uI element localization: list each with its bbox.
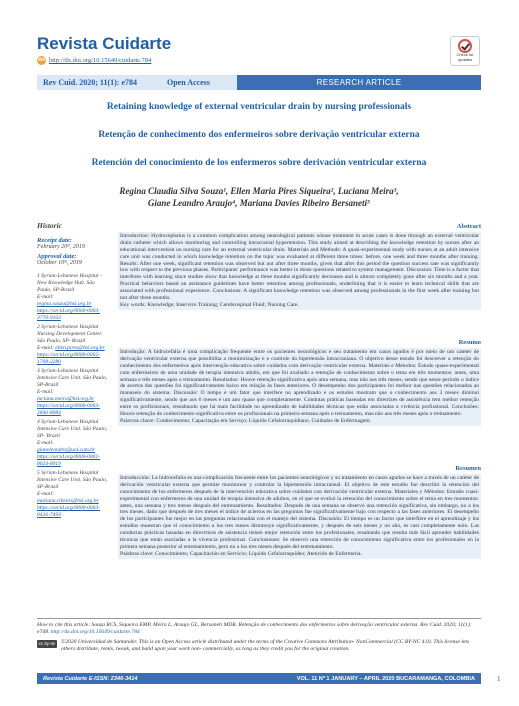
how-to-cite-text: How to cite this article: Souza RCS, Siqueira EMP, Meira L, Araujo GL, Bersaneti MDR. Retenção de conhecimento dos enfermeiros sobre derivação ventricular externa. Rev Cuid. 2020; 11(1): e748. bbox=[37, 622, 472, 635]
article-type-label: RESEARCH ARTICLE bbox=[316, 78, 402, 87]
email-link[interactable]: gianeleandro@uol.com.br bbox=[37, 447, 96, 453]
affiliation-text: 5 Syrian-Lebanese Hospital Intensive Care Unit. São Paulo, SP-Brazil bbox=[37, 470, 108, 490]
article-info-bar bbox=[37, 75, 481, 90]
affiliation-text: 2 Syrian-Lebanese Hospital Nursing Development Center. São Paulo, SP- Brazil bbox=[37, 324, 103, 344]
email-label: E-mail: bbox=[37, 491, 54, 497]
article-history-sidebar bbox=[37, 222, 109, 519]
email-link[interactable]: regina.souza@hsl.org.br bbox=[37, 301, 92, 307]
license-text: ©2020 Universidad de Santander. This is an Open Access article distributed under the terms of the Creative Commons Attribution- NonCommercial (CC BY-NC 4.0). This license lets others distribute, remix, tweak, and build upon your work non- commercially, as long as they credit you for the original creation. bbox=[61, 639, 470, 652]
title-spanish: Retención del conocimiento de los enfermeros sobre derivación ventricular externa bbox=[91, 158, 427, 168]
affiliation-text: 4 Syrian-Lebanese Hospital Intensive Care Unit. São Paulo, SP- Brazil bbox=[37, 419, 108, 439]
orcid-link[interactable]: https://orcid.org/0000-0003-3770-9163 bbox=[37, 308, 100, 321]
orcid-link[interactable]: https://orcid.org/0000-0003-0426-7493 bbox=[37, 505, 100, 518]
resumen-text: Introducción: La hidrocefalia es una complicación frecuente entre los pacientes neurológicos y su tratamiento en casos agudos se hace a través de un catéter de derivación ventricular externa que permite monitorear y controlar la hipertensión intracraneal. El objetivo de este estudio fue describir la retención del conocimiento de los enfermeros después de la intervención educativa sobre cuidados con derivación ventricular externa. Materiales y Métodos: Estudio cuasi-experimental con enfermeros de una unidad de terapia intensiva de adultos, en el que se evaluó la retención del conocimiento sobre el tema en tres momentos: antes, una semana y tres meses después del entrenamiento. Resultados: Después de una semana se observó una retención significativa, sin embargo, no a los tres meses, dado que después de tres meses el índice de aciertos en las preguntas fue significativamente bajo con respecto a las fases anteriores. El desempeño de los participantes fue mejor en las preguntas relacionadas con el manejo del sistema. Discusión: El tiempo es un factor que interfiere en el aprendizaje y los estudios muestran que el conocimiento a los tres meses disminuye significativamente, y después de seis meses y un año, es casi completamente nulo. Las conductas prácticas basadas en directrices de asistencia tienen mejor retención entre los profesionales, resaltando que resulta más fácil aprender habilidades técnicas que están asociadas a la vivencia profesional. Conclusiones: Se observó una retención de conocimiento significativa entre los profesionales en la primera semana posterior al entrenamiento, pero no a los tres meses después del entrenamiento. bbox=[120, 474, 479, 550]
email-label: E-mail: bbox=[37, 440, 54, 446]
cc-license-icon: cc by-nc bbox=[38, 641, 56, 646]
affiliation-list bbox=[37, 273, 109, 519]
doi-icon: doi bbox=[37, 57, 46, 63]
approval-label: Approval date: bbox=[37, 253, 77, 260]
check-updates-icon bbox=[458, 39, 472, 53]
author-list bbox=[37, 185, 481, 209]
title-english: Retaining knowledge of external ventricular drain by nursing professionals bbox=[106, 102, 412, 112]
affiliation-item bbox=[37, 273, 109, 322]
palabras-clave: Palabras clave: Conocimiento; Capacitación en Servicio; Líquido Cefalorraquídeo; Atención de Enfermería. bbox=[120, 550, 362, 557]
affiliation-item bbox=[37, 419, 109, 468]
orcid-link[interactable]: https://orcid.org/0000-0003-2846-8084 bbox=[37, 403, 100, 416]
email-link[interactable]: luciana.meira@hsl.org.br bbox=[37, 396, 95, 402]
doi-line bbox=[37, 56, 171, 65]
citation-box bbox=[37, 618, 481, 653]
title-portuguese: Retenção de conhecimento dos enfermeiros sobre derivação ventricular externa bbox=[98, 130, 420, 140]
abstract-english bbox=[118, 224, 481, 310]
email-label: E-mail: bbox=[37, 389, 54, 395]
email-link[interactable]: ellen.pires@hsl.org.br bbox=[55, 345, 105, 351]
resumo-text: Introdução: A hidrocefalia é uma complicação frequente entre os pacientes neurológicos e seu tratamento em casos agudos é por meio de um cateter de derivação ventricular externa que possibilita a monitorização e o controle da hipertensão intracraniana. O objetivo desse estudo foi descrever a retenção do conhecimento dos enfermeiros após intervenção educativa sobre cuidados com derivação ventricular externa. Materiais e Métodos: Estudo quase-experimental com enfermeiros de uma unidade de terapia intensiva adulto, em que foi avaliado a retenção de conhecimento sobre o tema em três momentos: antes, uma semana e três meses após o treinamento. Resultados: Houve retenção significativa após uma semana, mas não aos três meses, sendo que nesse período o índice de acertos das questões foi significativamente baixo em relação às fases anteriores. O desempenho dos participantes foi melhor nas questões relacionadas ao manuseio do sistema. Discussão: O tempo é um fator que interfere no aprendizado e os estudos mostram que o conhecimento aos 3 meses diminui significativamente, sendo que aos 6 meses e um ano quase que completamente. Condutas práticas baseadas em diretrizes de assistência tem melhor retenção entre os profissionais, ressaltando que há mais facilidade no aprendizado de habilidades técnicas que estão associadas a vivência profissional. Conclusões: Houve retenção de conhecimento significativa entre os profissionais na primeira semana após o treinamento, mas não aos três meses após o treinamento. bbox=[120, 348, 479, 418]
abstract-portuguese bbox=[118, 340, 481, 426]
cite-doi-link[interactable]: http://dx.doi.org/10.15649/cuidarte.784 bbox=[50, 629, 140, 635]
affiliation-item bbox=[37, 368, 109, 417]
affiliation-text: 1 Syrian-Lebanese Hospital – New Knowledge Hub. São Paulo, SP-Brazil bbox=[37, 273, 103, 293]
keywords: Key words: Knowledge; Inservice Training; Cerebrospinal Fluid; Nursing Care. bbox=[120, 301, 299, 308]
journal-name: Revista Cuidarte bbox=[37, 34, 172, 53]
footer-issn: Revista Cuidarte E-ISSN: 2346-3414 bbox=[43, 675, 138, 682]
affiliation-text: 3 Syrian-Lebanese Hospital Intensive Care Unit. São Paulo, SP-Brazil bbox=[37, 368, 108, 388]
abstract-heading: Abstract bbox=[456, 223, 481, 230]
authors-line-1: Regina Claudia Silva Souza¹, Ellen Maria Pires Siqueira², Luciana Meira³, bbox=[119, 186, 399, 196]
page-number: 1 bbox=[497, 675, 501, 683]
affiliation-item bbox=[37, 324, 109, 366]
resumen-heading: Resumen bbox=[455, 465, 481, 472]
receipt-label: Receipt date: bbox=[37, 237, 72, 244]
journal-header bbox=[37, 34, 171, 65]
email-label: E-mail: bbox=[37, 345, 56, 351]
orcid-link[interactable]: https://orcid.org/0000-0002-8024-8919 bbox=[37, 454, 100, 467]
abstract-text: Introduction: Hydrocephalus is a common complication among neurological patients whose treatment in acute cases is done through an external ventricular drain catheter which allows monitoring and controlling intracranial hypertension. This study aimed at describing the knowledge retention by nurses after an educational intervention on nursing care for an external ventricular drain. Materials and Methods: A quasi-experimental study with nurses at an adult intensive care unit was conducted in which knowledge retention on the topic was evaluated at different three times: before, one week and three months after training. Results: After one week, significant retention was observed but not after three months, given that after this period the question success rate was significantly low with respect to the previous phases. Participants' performance was better in those questions related to system management. Discussion: Time is a factor that interferes with learning since studies show that knowledge at three months significantly decreases and is almost completely gone after six months and a year. Practical behaviors based on assistance guidelines have better retention among professionals, underlining that it is easier to learn technical skills that are associated with professional experience. Conclusions: A significant knowledge retention was observed among professionals in the first week after training but not after three months. bbox=[120, 232, 479, 302]
footer-volume: VOL. 11 Nº 1 JANUARY – APRIL 2020 BUCARAMANGA, COLOMBIA bbox=[296, 675, 475, 682]
authors-line-2: Giane Leandro Araujo⁴, Mariana Davies Ribeiro Bersaneti⁵ bbox=[147, 198, 371, 208]
palavras-chave: Palavras chave: Conhecimento; Capacitação em Serviço; Líquido Cefalorraquidiano, Cuidados de Enfermagem. bbox=[120, 417, 372, 424]
check-updates-label: Check for updates bbox=[456, 52, 474, 62]
receipt-date: February 20ᵗʰ, 2019 bbox=[37, 244, 85, 250]
historic-heading: Historic bbox=[37, 221, 63, 230]
orcid-link[interactable]: https://orcid.org/0000-0002-1708-2280 bbox=[37, 352, 100, 365]
open-access-label: Open Access bbox=[167, 78, 210, 87]
doi-link[interactable]: http://dx.doi.org/10.15649/cuidarte.784 bbox=[49, 57, 152, 64]
citation-label: Rev Cuid. 2020; 11(1): e784 bbox=[43, 78, 137, 87]
email-label: E-mail: bbox=[37, 294, 54, 300]
affiliation-item bbox=[37, 470, 109, 519]
check-for-updates-badge[interactable] bbox=[450, 36, 480, 66]
page-footer bbox=[37, 673, 481, 684]
email-link[interactable]: mariana.ribeiro@hsl.org.br bbox=[37, 498, 99, 504]
resumo-heading: Resumo bbox=[458, 339, 481, 346]
approval-date: October 10ᵗʰ, 2019 bbox=[37, 260, 82, 266]
abstract-spanish bbox=[118, 466, 481, 559]
